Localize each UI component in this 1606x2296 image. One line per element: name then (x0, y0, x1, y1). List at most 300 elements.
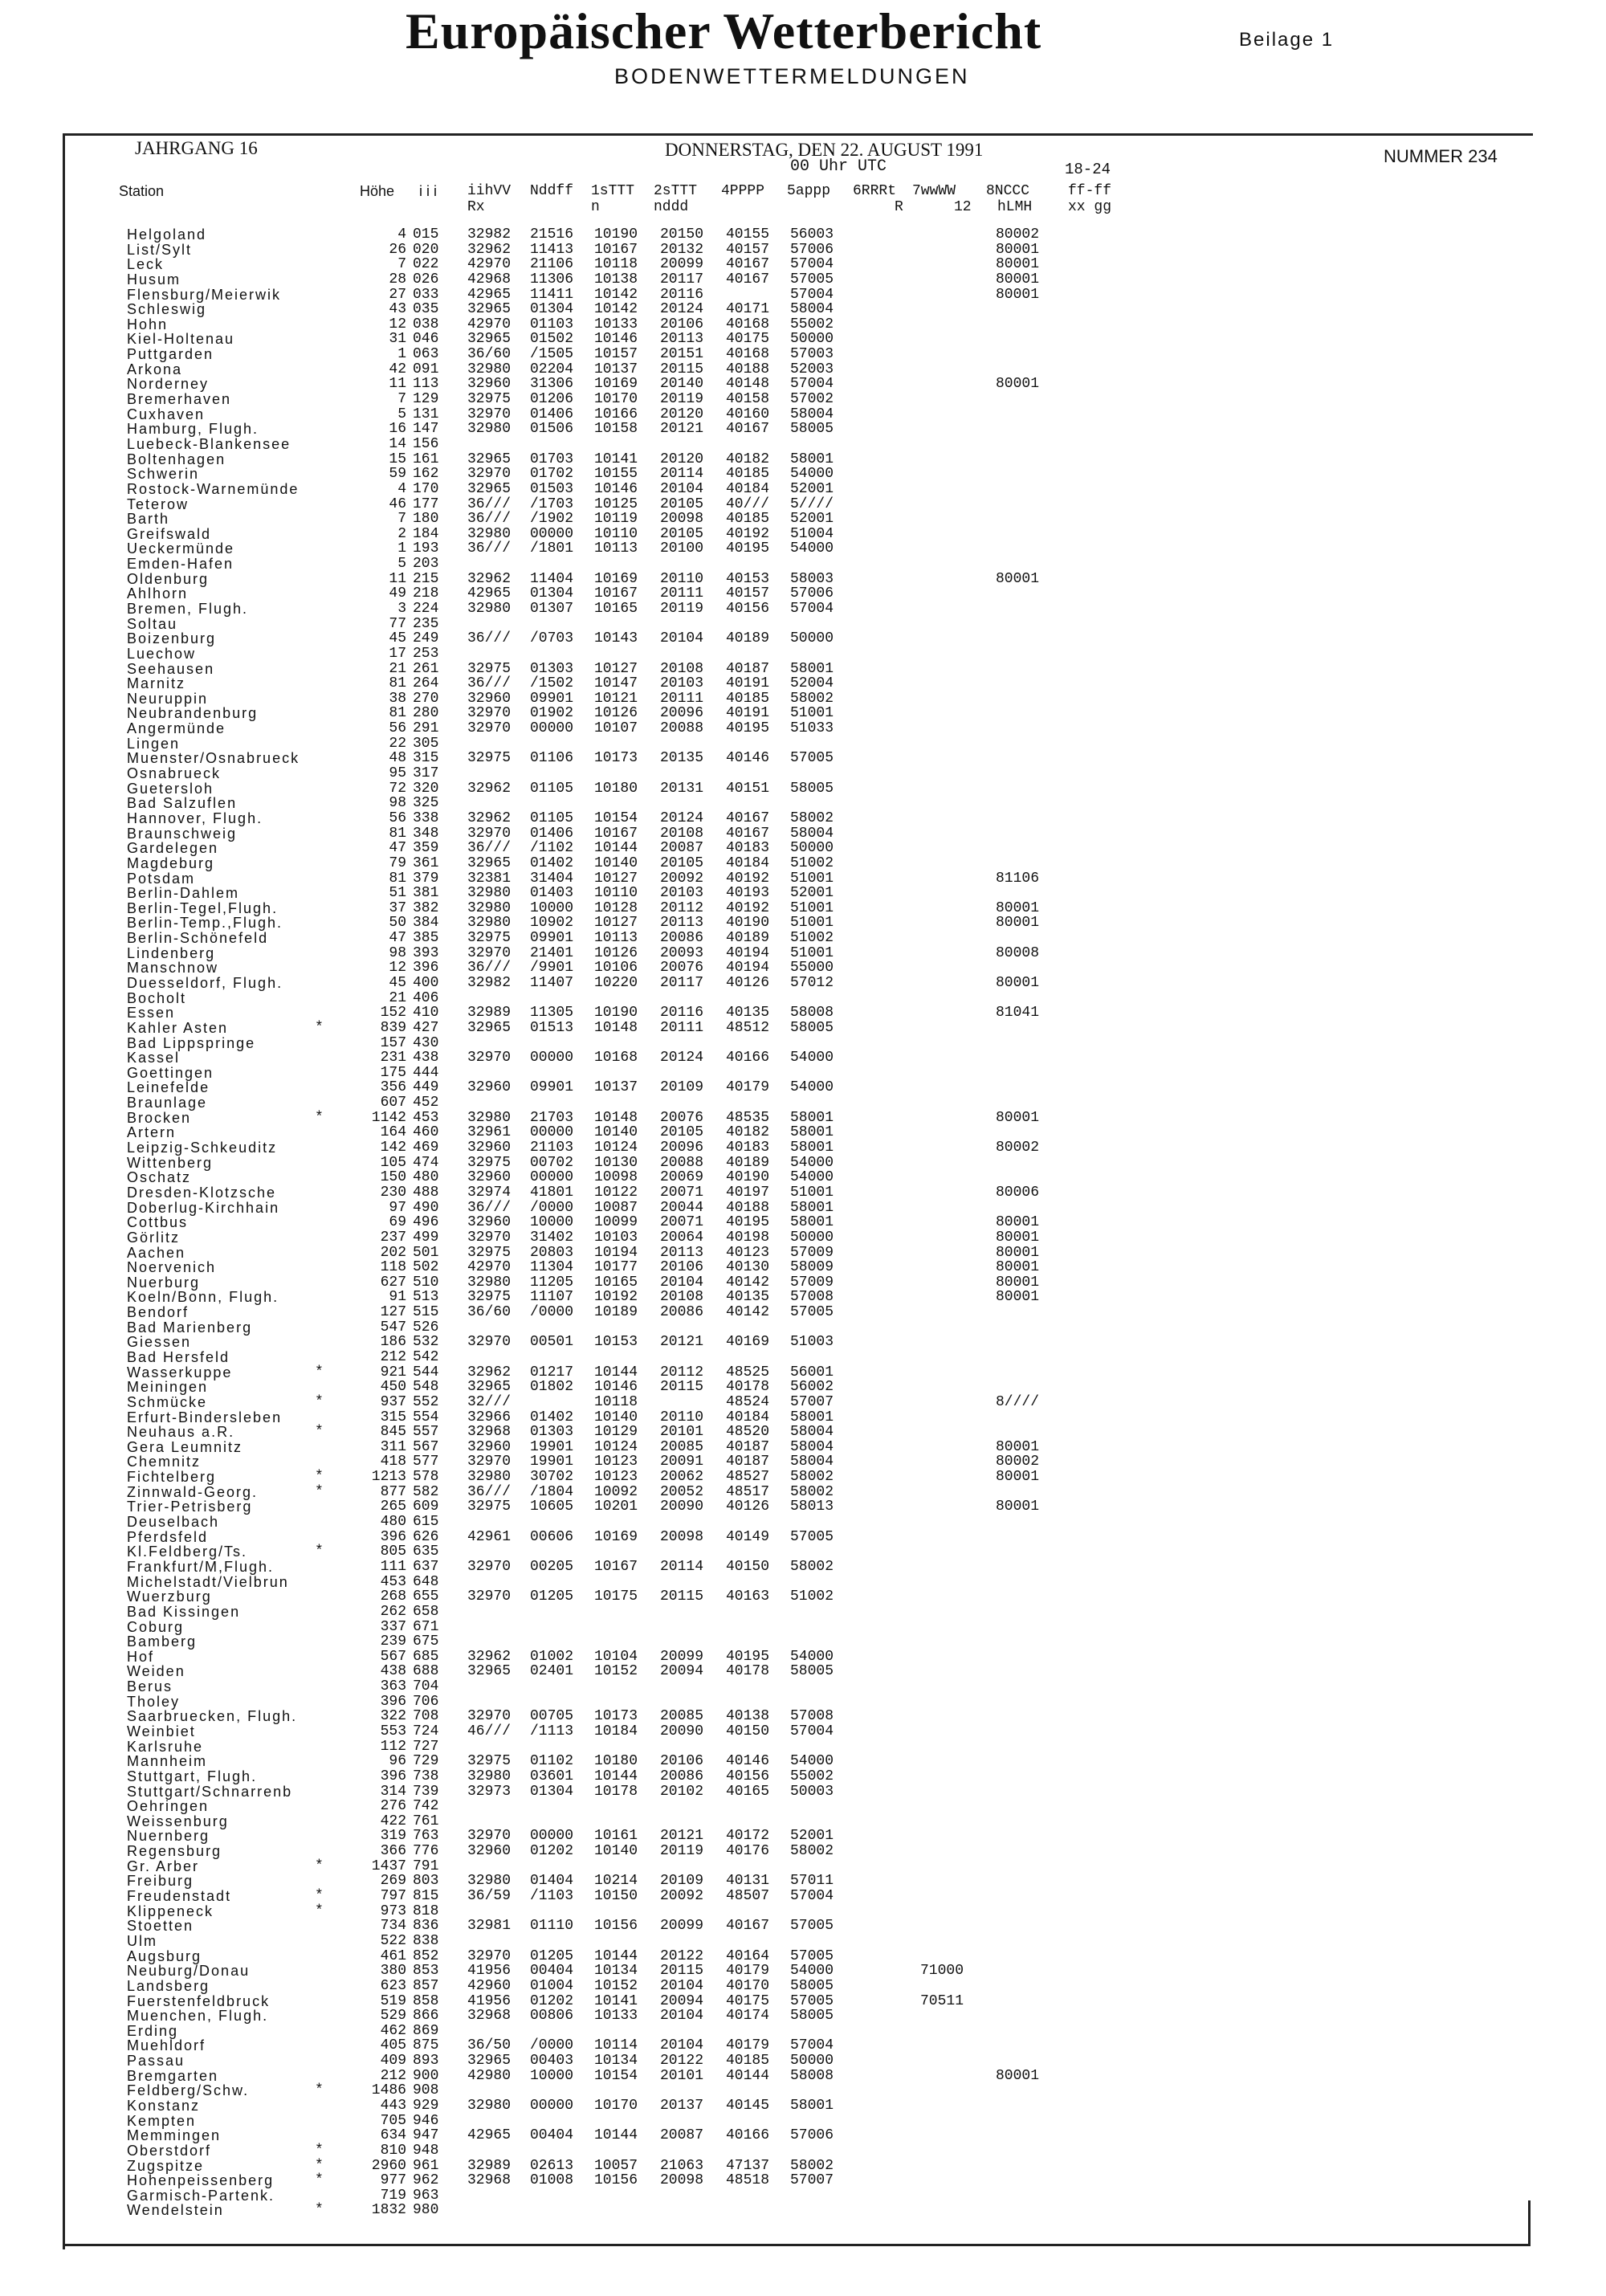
group-p4: 48524 (726, 1393, 770, 1410)
station-height: 405 (380, 2037, 406, 2054)
group-a5: 57006 (790, 241, 834, 258)
group-nddff: 21401 (530, 944, 574, 961)
group-t2: 20105 (660, 1124, 704, 1141)
group-ihvv: 32968 (467, 2172, 512, 2189)
group-t1: 10157 (594, 346, 638, 363)
group-p4: 40167 (726, 256, 770, 273)
group-p4: 40189 (726, 630, 770, 647)
group-a5: 54000 (790, 1753, 834, 1770)
mountain-marker: * (315, 2082, 324, 2099)
group-p4: 40142 (726, 1274, 770, 1291)
station-height: 797 (380, 1888, 406, 1905)
group-nddff: 01303 (530, 660, 574, 677)
group-ihvv: 32960 (467, 1438, 512, 1455)
group-c8: 80001 (996, 899, 1040, 916)
station-name: Nuernberg (127, 1828, 210, 1845)
group-p4: 40163 (726, 1588, 770, 1605)
station-id: 063 (413, 346, 439, 363)
station-id: 264 (413, 675, 439, 692)
station-id: 131 (413, 406, 439, 422)
station-height: 79 (389, 854, 406, 871)
group-t1: 10146 (594, 480, 638, 497)
station-name: Teterow (127, 495, 190, 512)
station-id: 161 (413, 451, 439, 467)
group-a5: 51002 (790, 1588, 834, 1605)
group-c8: 81106 (996, 870, 1040, 887)
group-ihvv: 32965 (467, 301, 512, 318)
group-ihvv: 32965 (467, 854, 512, 871)
mountain-marker: * (315, 1424, 324, 1441)
group-p4: 40165 (726, 1783, 770, 1800)
group-a5: 57011 (790, 1873, 834, 1890)
station-id: 658 (413, 1603, 439, 1620)
group-ihvv: 32965 (467, 331, 512, 348)
group-p4: 40179 (726, 2037, 770, 2054)
group-ihvv: 42970 (467, 1259, 512, 1276)
group-nddff: 00000 (530, 1050, 574, 1066)
group-t2: 20106 (660, 1753, 704, 1770)
station-name: Ueckermünde (127, 540, 235, 557)
station-height: 810 (380, 2142, 406, 2159)
group-p4: 40187 (726, 1454, 770, 1470)
station-height: 623 (380, 1977, 406, 1994)
station-id: 637 (413, 1558, 439, 1575)
station-id: 338 (413, 810, 439, 826)
group-nddff: 01406 (530, 825, 574, 842)
group-t2: 20112 (660, 1364, 704, 1380)
group-nddff: 00000 (530, 1169, 574, 1186)
group-a5: 54000 (790, 1079, 834, 1096)
station-name: Guetersloh (127, 780, 214, 797)
group-ihvv: 32960 (467, 690, 512, 707)
group-t1: 10137 (594, 1079, 638, 1096)
station-name: Greifswald (127, 525, 212, 542)
station-name: Görlitz (127, 1229, 181, 1246)
station-height: 409 (380, 2053, 406, 2070)
station-id: 438 (413, 1050, 439, 1066)
station-height: 461 (380, 1947, 406, 1964)
group-a5: 58001 (790, 451, 834, 467)
station-name: Luebeck-Blankensee (127, 435, 291, 452)
station-name: Koeln/Bonn, Flugh. (127, 1289, 279, 1306)
group-a5: 54000 (790, 540, 834, 557)
group-p4: 40190 (726, 1169, 770, 1186)
group-c8: 80001 (996, 570, 1040, 587)
station-height: 98 (389, 795, 406, 812)
group-nddff: 11305 (530, 1005, 574, 1022)
supplement-label: Beilage 1 (1239, 29, 1335, 51)
station-id: 948 (413, 2142, 439, 2159)
station-id: 893 (413, 2053, 439, 2070)
station-id: 567 (413, 1438, 439, 1455)
station-height: 845 (380, 1424, 406, 1441)
station-id: 359 (413, 840, 439, 857)
group-a5: 51001 (790, 899, 834, 916)
group-t1: 10180 (594, 1753, 638, 1770)
station-id: 875 (413, 2037, 439, 2054)
group-t1: 10127 (594, 915, 638, 932)
group-nddff: 01513 (530, 1019, 574, 1036)
station-id: 253 (413, 645, 439, 662)
group-ihvv: 36/// (467, 511, 512, 528)
group-c8: 80001 (996, 1214, 1040, 1231)
group-a5: 50000 (790, 331, 834, 348)
group-t1: 10170 (594, 2098, 638, 2114)
station-height: 97 (389, 1199, 406, 1216)
group-p4: 40195 (726, 720, 770, 737)
group-t1: 10166 (594, 406, 638, 422)
group-t2: 20113 (660, 1244, 704, 1261)
group-a5: 51001 (790, 870, 834, 887)
group-t2: 20098 (660, 1528, 704, 1545)
station-height: 547 (380, 1319, 406, 1336)
group-a5: 54000 (790, 1154, 834, 1171)
group-a5: 58001 (790, 1140, 834, 1156)
group-t2: 20120 (660, 451, 704, 467)
station-name: Bamberg (127, 1633, 198, 1650)
station-name: Tholey (127, 1693, 181, 1710)
group-nddff: 11304 (530, 1259, 574, 1276)
group-t2: 20115 (660, 1963, 704, 1980)
group-t2: 20100 (660, 540, 704, 557)
station-height: 127 (380, 1304, 406, 1321)
station-id: 502 (413, 1259, 439, 1276)
group-t2: 20105 (660, 854, 704, 871)
group-nddff: 01105 (530, 810, 574, 826)
station-name: Manschnow (127, 960, 219, 977)
station-id: 261 (413, 660, 439, 677)
group-a5: 51003 (790, 1334, 834, 1351)
station-name: Muenchen, Flugh. (127, 2008, 269, 2025)
group-nddff: 41801 (530, 1184, 574, 1201)
group-p4: 40160 (726, 406, 770, 422)
group-nddff: 09901 (530, 930, 574, 947)
station-height: 418 (380, 1454, 406, 1470)
group-t2: 20108 (660, 825, 704, 842)
station-height: 150 (380, 1169, 406, 1186)
station-height: 46 (389, 495, 406, 512)
mountain-marker: * (315, 1902, 324, 1919)
station-height: 356 (380, 1079, 406, 1096)
group-c8: 80002 (996, 226, 1040, 243)
station-id: 706 (413, 1693, 439, 1710)
group-t2: 20120 (660, 406, 704, 422)
mountain-marker: * (315, 1888, 324, 1905)
station-name: Puttgarden (127, 346, 214, 363)
station-id: 671 (413, 1618, 439, 1635)
station-id: 852 (413, 1947, 439, 1964)
station-name: Hamburg, Flugh. (127, 421, 259, 438)
station-height: 1832 (371, 2202, 406, 2219)
group-a5: 58005 (790, 421, 834, 438)
station-id: 513 (413, 1289, 439, 1306)
group-t1: 10152 (594, 1977, 638, 1994)
station-height: 212 (380, 2067, 406, 2084)
group-p4: 40194 (726, 960, 770, 977)
station-id: 908 (413, 2082, 439, 2099)
group-ihvv: 32962 (467, 241, 512, 258)
group-ihvv: 32980 (467, 885, 512, 902)
station-height: 81 (389, 705, 406, 722)
station-height: 72 (389, 780, 406, 797)
group-t2: 20099 (660, 1918, 704, 1935)
group-nddff: 01205 (530, 1588, 574, 1605)
group-t1: 10098 (594, 1169, 638, 1186)
group-ihvv: 32981 (467, 1918, 512, 1935)
group-nddff: 31402 (530, 1229, 574, 1246)
station-name: Berlin-Schönefeld (127, 930, 269, 947)
group-ihvv: 32968 (467, 1424, 512, 1441)
station-name: Oschatz (127, 1169, 192, 1186)
station-name: Neuhaus a.R. (127, 1424, 235, 1441)
station-name: Neubrandenburg (127, 705, 259, 722)
group-c8: 80001 (996, 2067, 1040, 2084)
group-ihvv: 32980 (467, 361, 512, 377)
group-a5: 57005 (790, 1947, 834, 1964)
group-t2: 20117 (660, 975, 704, 991)
group-a5: 57004 (790, 2037, 834, 2054)
station-id: 815 (413, 1888, 439, 1905)
group-p4: 40142 (726, 1304, 770, 1321)
station-id: 224 (413, 601, 439, 617)
group-p4: 40167 (726, 825, 770, 842)
station-name: Garmisch-Partenk. (127, 2187, 275, 2204)
group-t2: 20071 (660, 1214, 704, 1231)
group-t2: 20116 (660, 286, 704, 303)
group-p4: 40155 (726, 226, 770, 243)
station-height: 230 (380, 1184, 406, 1201)
group-ihvv: 32381 (467, 870, 512, 887)
station-name: Nuerburg (127, 1274, 201, 1291)
group-a5: 52001 (790, 511, 834, 528)
group-t1: 10165 (594, 601, 638, 617)
group-t2: 20111 (660, 1019, 704, 1036)
station-name: Luechow (127, 645, 197, 662)
group-t1: 10180 (594, 780, 638, 797)
group-t1: 10153 (594, 1334, 638, 1351)
group-nddff: 01304 (530, 1783, 574, 1800)
station-name: Freiburg (127, 1873, 194, 1890)
group-a5: 58001 (790, 1124, 834, 1141)
group-t2: 20103 (660, 675, 704, 692)
group-t1: 10107 (594, 720, 638, 737)
group-a5: 57007 (790, 1393, 834, 1410)
group-c8: 80001 (996, 1438, 1040, 1455)
station-height: 50 (389, 915, 406, 932)
group-p4: 40185 (726, 511, 770, 528)
station-name: Cuxhaven (127, 406, 206, 422)
station-height: 396 (380, 1528, 406, 1545)
station-id: 548 (413, 1379, 439, 1396)
group-ihvv: 41956 (467, 1992, 512, 2009)
station-height: 396 (380, 1693, 406, 1710)
group-ihvv: 36/// (467, 540, 512, 557)
group-a5: 57005 (790, 1528, 834, 1545)
group-t2: 20119 (660, 391, 704, 408)
station-id: 929 (413, 2098, 439, 2114)
group-ihvv: 32975 (467, 1753, 512, 1770)
group-p4: 48517 (726, 1483, 770, 1500)
group-ihvv: 32962 (467, 570, 512, 587)
group-nddff: 00000 (530, 525, 574, 542)
station-id: 444 (413, 1064, 439, 1081)
station-name: Helgoland (127, 226, 207, 243)
group-t1: 10140 (594, 1409, 638, 1425)
group-nddff: 19901 (530, 1438, 574, 1455)
group-nddff: 09901 (530, 690, 574, 707)
group-t2: 20094 (660, 1663, 704, 1680)
station-height: 937 (380, 1393, 406, 1410)
station-height: 22 (389, 735, 406, 752)
group-nddff: 00000 (530, 720, 574, 737)
group-t1: 10184 (594, 1723, 638, 1739)
station-height: 91 (389, 1289, 406, 1306)
group-a5: 54000 (790, 1648, 834, 1665)
station-name: Artern (127, 1124, 177, 1141)
group-t2: 20140 (660, 376, 704, 393)
station-id: 033 (413, 286, 439, 303)
station-name: Boizenburg (127, 630, 217, 647)
station-id: 947 (413, 2127, 439, 2144)
station-name: Regensburg (127, 1843, 222, 1860)
station-id: 410 (413, 1005, 439, 1022)
station-id: 184 (413, 525, 439, 542)
group-nddff: 10902 (530, 915, 574, 932)
station-id: 379 (413, 870, 439, 887)
group-t2: 20094 (660, 1992, 704, 2009)
station-id: 685 (413, 1648, 439, 1665)
group-ihvv: 32989 (467, 2157, 512, 2174)
station-id: 170 (413, 480, 439, 497)
col-t2: 2sTTT nddd (654, 183, 698, 215)
group-t2: 20092 (660, 870, 704, 887)
station-id: 688 (413, 1663, 439, 1680)
group-ihvv: 32970 (467, 1947, 512, 1964)
station-height: 7 (397, 511, 406, 528)
station-height: 69 (389, 1214, 406, 1231)
group-nddff: 01404 (530, 1873, 574, 1890)
group-p4: 40168 (726, 316, 770, 332)
group-ihvv: 32970 (467, 1828, 512, 1845)
group-t2: 20062 (660, 1469, 704, 1486)
station-name: Oehringen (127, 1798, 210, 1815)
group-p4: 40182 (726, 1124, 770, 1141)
group-ihvv: 32975 (467, 930, 512, 947)
group-ihvv: 32975 (467, 1154, 512, 1171)
station-height: 17 (389, 645, 406, 662)
station-id: 348 (413, 825, 439, 842)
group-p4: 40189 (726, 930, 770, 947)
group-ihvv: 32965 (467, 2053, 512, 2070)
station-id: 453 (413, 1109, 439, 1126)
group-ihvv: 32960 (467, 1140, 512, 1156)
group-t2: 20122 (660, 2053, 704, 2070)
group-ihvv: 46/// (467, 1723, 512, 1739)
group-nddff: 01502 (530, 331, 574, 348)
group-t1: 10121 (594, 690, 638, 707)
group-nddff: 10000 (530, 1214, 574, 1231)
group-ihvv: 42980 (467, 2067, 512, 2084)
group-nddff: 01503 (530, 480, 574, 497)
station-height: 111 (380, 1558, 406, 1575)
group-nddff: 11411 (530, 286, 574, 303)
group-ihvv: 32980 (467, 899, 512, 916)
group-ihvv: 42965 (467, 286, 512, 303)
station-name: Leck (127, 256, 165, 273)
group-p4: 40195 (726, 1648, 770, 1665)
group-a5: 51001 (790, 1184, 834, 1201)
station-height: 268 (380, 1588, 406, 1605)
group-t2: 20101 (660, 2067, 704, 2084)
station-height: 3 (397, 601, 406, 617)
group-a5: 57009 (790, 1244, 834, 1261)
station-name: Lindenberg (127, 944, 216, 961)
group-p4: 48512 (726, 1019, 770, 1036)
station-name: Feldberg/Schw. (127, 2082, 250, 2099)
group-t1: 10192 (594, 1289, 638, 1306)
station-height: 175 (380, 1064, 406, 1081)
station-id: 727 (413, 1738, 439, 1755)
group-nddff: 01703 (530, 451, 574, 467)
station-id: 900 (413, 2067, 439, 2084)
group-a5: 58001 (790, 1214, 834, 1231)
group-t2: 20135 (660, 750, 704, 767)
group-ihvv: 32970 (467, 1558, 512, 1575)
station-height: 443 (380, 2098, 406, 2114)
group-p4: 40166 (726, 2127, 770, 2144)
group-c8: 80001 (996, 376, 1040, 393)
station-height: 438 (380, 1663, 406, 1680)
station-name: Marnitz (127, 675, 186, 692)
group-p4: 40178 (726, 1379, 770, 1396)
station-id: 406 (413, 989, 439, 1006)
station-id: 382 (413, 899, 439, 916)
group-p4: 40150 (726, 1723, 770, 1739)
station-id: 869 (413, 2022, 439, 2039)
group-t2: 20111 (660, 585, 704, 602)
group-a5: 58002 (790, 1469, 834, 1486)
group-t1: 10127 (594, 870, 638, 887)
station-id: 853 (413, 1963, 439, 1980)
group-a5: 58008 (790, 2067, 834, 2084)
station-name: Kempten (127, 2112, 197, 2129)
group-t1: 10125 (594, 495, 638, 512)
group-a5: 58002 (790, 690, 834, 707)
group-a5: 57005 (790, 1918, 834, 1935)
group-a5: 50000 (790, 2053, 834, 2070)
group-ihvv: 32965 (467, 451, 512, 467)
group-ihvv: 42965 (467, 2127, 512, 2144)
group-p4: 40172 (726, 1828, 770, 1845)
group-t1: 10144 (594, 840, 638, 857)
station-name: Memmingen (127, 2127, 222, 2144)
group-t1: 10152 (594, 1663, 638, 1680)
station-height: 522 (380, 1932, 406, 1949)
group-nddff: 00702 (530, 1154, 574, 1171)
page-title: Europäischer Wetterbericht (406, 2, 1042, 59)
group-p4: 40188 (726, 361, 770, 377)
group-t1: 10118 (594, 1393, 638, 1410)
station-height: 212 (380, 1349, 406, 1365)
station-height: 719 (380, 2187, 406, 2204)
group-t1: 10106 (594, 960, 638, 977)
group-ihvv: 32970 (467, 1454, 512, 1470)
group-p4: 40148 (726, 376, 770, 393)
group-t1: 10087 (594, 1199, 638, 1216)
mountain-marker: * (315, 1393, 324, 1410)
group-p4: 40167 (726, 421, 770, 438)
group-ihvv: 32973 (467, 1783, 512, 1800)
